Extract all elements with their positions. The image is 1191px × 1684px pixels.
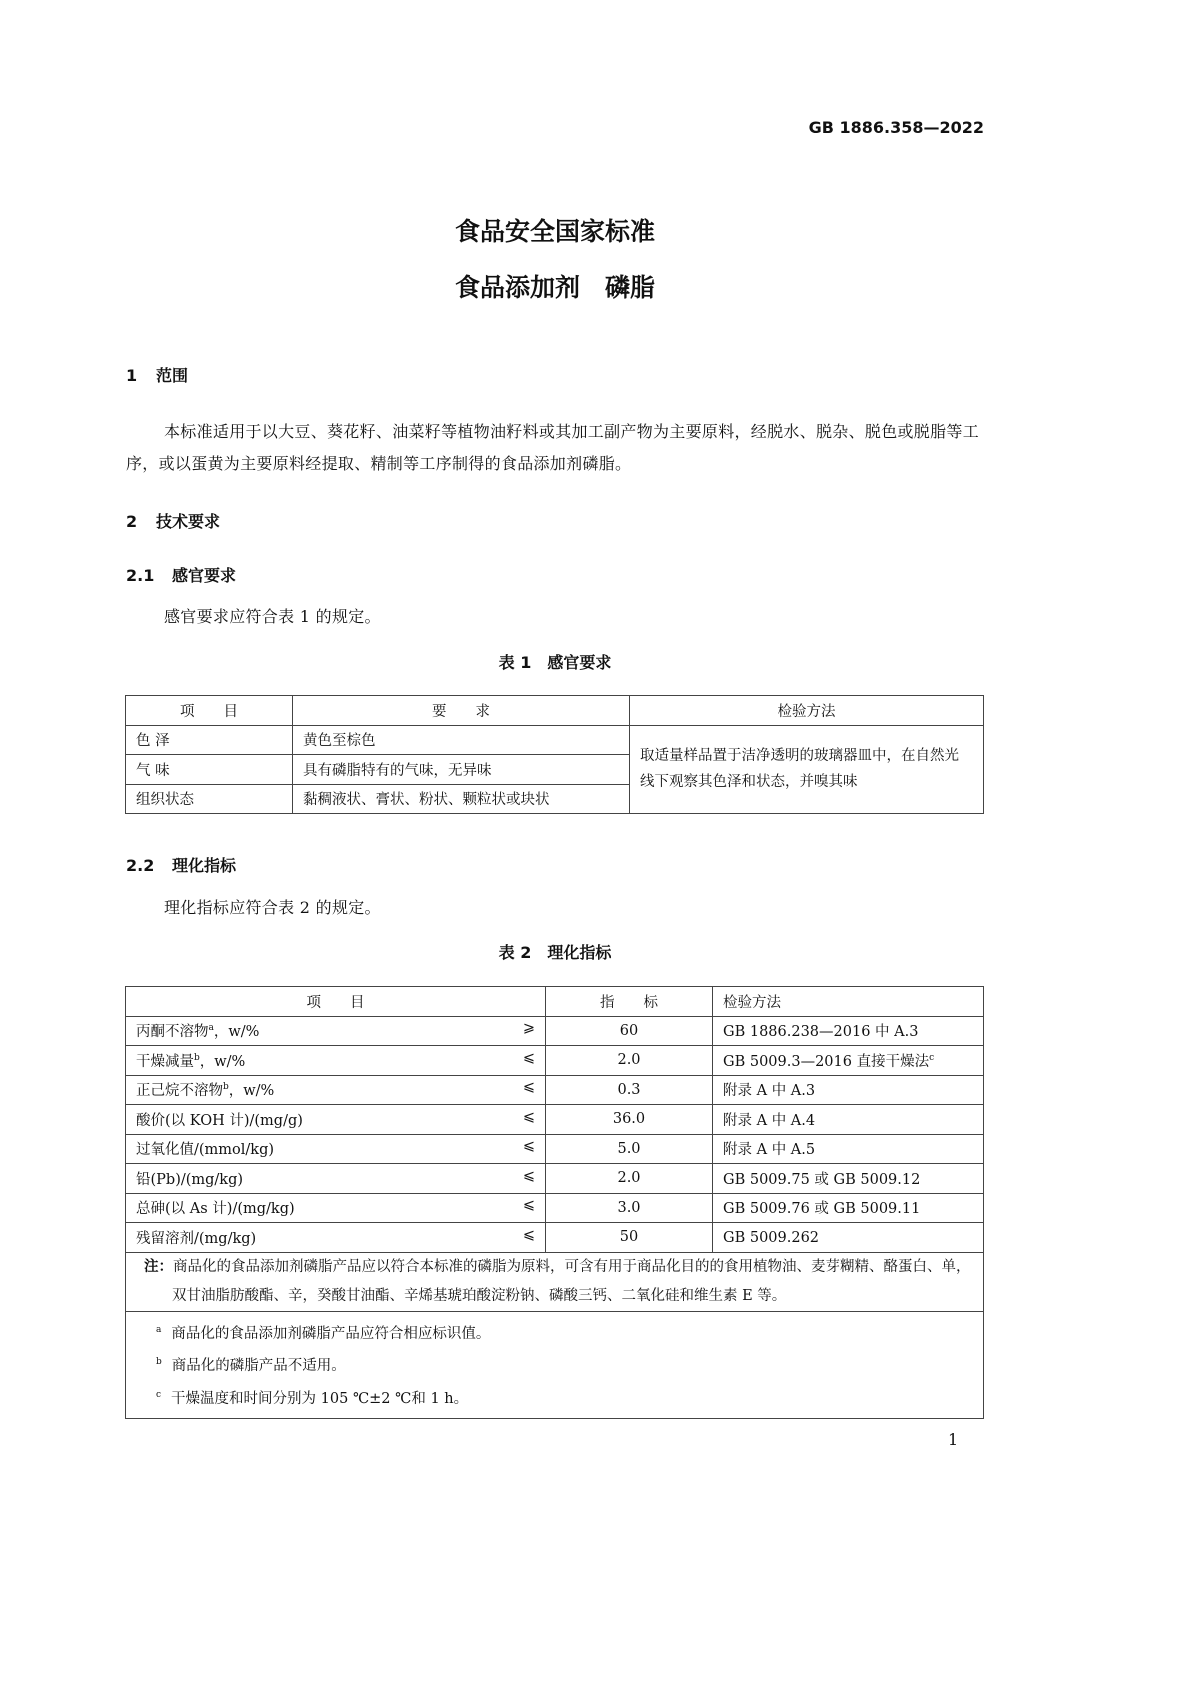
table-row: 色 泽 黄色至棕色 取适量样品置于洁净透明的玻璃器皿中，在自然光线下观察其色泽和状态，并嗅其味 bbox=[126, 725, 984, 755]
footnote: $^b$ 商品化的磷脂产品不适用。 bbox=[156, 1357, 346, 1375]
item-cell: 正己烷不溶物$^b$，w/% ⩽ bbox=[126, 1075, 546, 1105]
section-1-text: 本标准适用于以大豆、葵花籽、油菜籽等植物油籽料或其加工副产物为主要原料，经脱水、脱杂、脱色或脱脂等工序，或以蛋黄为主要原料经提取、精制等工序制得的食品添加剂磷脂。 bbox=[126, 422, 980, 473]
value-cell: 2.0 bbox=[546, 1164, 713, 1194]
method-cell: GB 5009.3—2016 直接干燥法$^c$ bbox=[713, 1046, 984, 1076]
table-header: 检验方法 bbox=[713, 987, 984, 1017]
value-cell: 5.0 bbox=[546, 1134, 713, 1164]
value-cell: 60 bbox=[546, 1016, 713, 1046]
value-cell: 50 bbox=[546, 1223, 713, 1253]
item-cell: 丙酮不溶物$^a$，w/% ⩾ bbox=[126, 1016, 546, 1046]
table-row: 气 味 具有磷脂特有的气味，无异味 bbox=[126, 755, 984, 785]
section-2-2-text: 理化指标应符合表 2 的规定。 bbox=[164, 898, 381, 917]
table-row bbox=[126, 1075, 984, 1105]
item-cell: 酸价(以 KOH 计)/(mg/g) ⩽ bbox=[126, 1105, 546, 1135]
table-row: 组织状态 黏稠液状、膏状、粉状、颗粒状或块状 bbox=[126, 784, 984, 814]
method-cell: GB 5009.262 bbox=[713, 1223, 984, 1253]
item-cell: 干燥减量$^b$，w/% ⩽ bbox=[126, 1046, 546, 1076]
table-footnotes bbox=[126, 1311, 984, 1418]
method-cell: GB 1886.238—2016 中 A.3 bbox=[713, 1016, 984, 1046]
value-cell: 3.0 bbox=[546, 1193, 713, 1223]
value-cell: 2.0 bbox=[546, 1046, 713, 1076]
item-cell: 残留溶剂/(mg/kg) ⩽ bbox=[126, 1223, 546, 1253]
method-cell: 附录 A 中 A.4 bbox=[713, 1105, 984, 1135]
section-2-1-heading: 2.1 感官要求 bbox=[126, 566, 237, 585]
item-cell: 总砷(以 As 计)/(mg/kg) ⩽ bbox=[126, 1193, 546, 1223]
table-header: 项 目 bbox=[126, 987, 546, 1017]
item-cell: 铅(Pb)/(mg/kg) ⩽ bbox=[126, 1164, 546, 1194]
method-cell: 取适量样品置于洁净透明的玻璃器皿中，在自然光线下观察其色泽和状态，并嗅其味 bbox=[630, 725, 984, 814]
item-cell: 过氧化值/(mmol/kg) ⩽ bbox=[126, 1134, 546, 1164]
table-2-caption: 表 2 理化指标 bbox=[498, 943, 612, 962]
table-header: 检验方法 bbox=[630, 696, 984, 726]
table-2 bbox=[125, 986, 984, 1419]
value-cell: 36.0 bbox=[546, 1105, 713, 1135]
footnote: $^c$ 干燥温度和时间分别为 105 ℃±2 ℃和 1 h。 bbox=[156, 1390, 469, 1407]
table-note: 注：商品化的食品添加剂磷脂产品应以符合本标准的磷脂为原料，可含有用于商品化目的的食用植物油、麦芽糊精、酪蛋白、单，双甘油脂肪酸酯、辛，癸酸甘油酯、辛烯基琥珀酸淀粉钠、磷酸三钙、二氧化硅和维生素 E 等。 bbox=[126, 1252, 984, 1311]
section-2-1-text: 感官要求应符合表 1 的规定。 bbox=[164, 607, 381, 626]
section-2-heading: 2 技术要求 bbox=[126, 512, 221, 531]
table-header: 指 标 bbox=[546, 987, 713, 1017]
section-2-2-heading: 2.2 理化指标 bbox=[126, 856, 237, 875]
standard-number: GB 1886.358—2022 bbox=[808, 118, 984, 137]
table-row bbox=[126, 1105, 984, 1135]
page-number: 1 bbox=[948, 1430, 959, 1449]
table-1-caption: 表 1 感官要求 bbox=[498, 653, 612, 672]
table-header: 要 求 bbox=[293, 696, 630, 726]
method-cell: GB 5009.75 或 GB 5009.12 bbox=[713, 1164, 984, 1194]
table-header: 项 目 bbox=[126, 696, 293, 726]
doc-subtitle: 食品添加剂 磷脂 bbox=[454, 273, 655, 302]
table-row bbox=[126, 1223, 984, 1253]
value-cell: 0.3 bbox=[546, 1075, 713, 1105]
method-cell: 附录 A 中 A.3 bbox=[713, 1075, 984, 1105]
table-row bbox=[126, 1134, 984, 1164]
table-row bbox=[126, 1164, 984, 1194]
table-row bbox=[126, 1193, 984, 1223]
section-1-heading: 1 范围 bbox=[126, 366, 189, 385]
table-row bbox=[126, 1046, 984, 1076]
table-1 bbox=[125, 695, 984, 814]
table-row bbox=[126, 1016, 984, 1046]
method-cell: 附录 A 中 A.5 bbox=[713, 1134, 984, 1164]
method-cell: GB 5009.76 或 GB 5009.11 bbox=[713, 1193, 984, 1223]
doc-title: 食品安全国家标准 bbox=[454, 217, 655, 246]
footnote: $^a$ 商品化的食品添加剂磷脂产品应符合相应标识值。 bbox=[156, 1324, 491, 1342]
